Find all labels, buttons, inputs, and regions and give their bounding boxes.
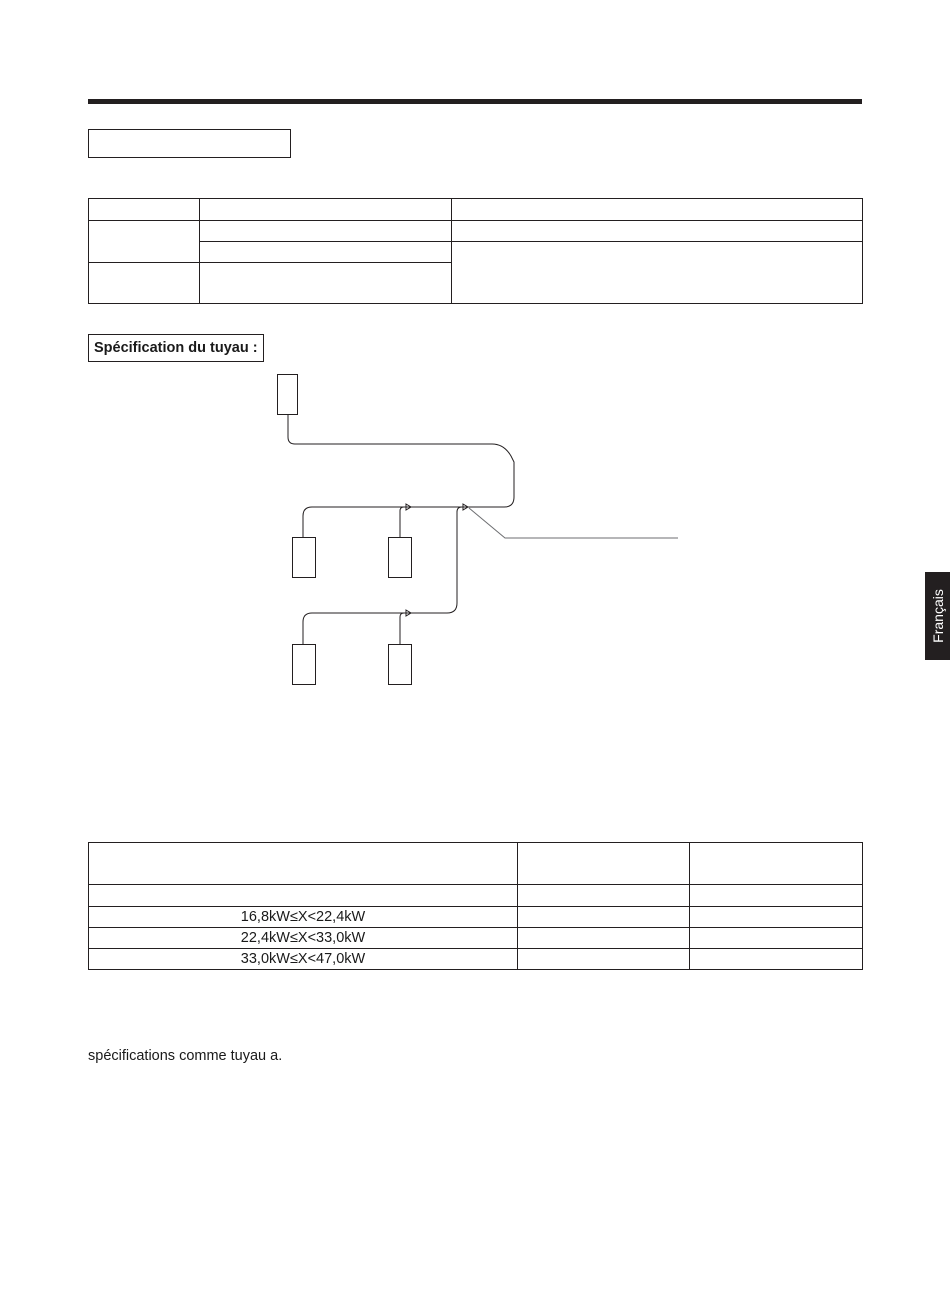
- table-row: [89, 928, 863, 949]
- capacity-range-cell: 33,0kW≤X<47,0kW: [89, 949, 518, 970]
- table-row: [89, 885, 863, 907]
- table-header-cell: [690, 843, 863, 885]
- leader-line: [469, 508, 678, 538]
- table-cell: [690, 885, 863, 907]
- capacity-range-cell: [89, 885, 518, 907]
- table-row: [89, 949, 863, 970]
- capacity-range-cell: 22,4kW≤X<33,0kW: [89, 928, 518, 949]
- table-cell: [690, 907, 863, 928]
- capacity-range-cell: 16,8kW≤X<22,4kW: [89, 907, 518, 928]
- branch-pipe-2: [303, 507, 465, 645]
- table-cell: [518, 928, 690, 949]
- capacity-table: [88, 842, 863, 970]
- outdoor-unit-box: [278, 375, 298, 415]
- indoor-unit-box: [389, 538, 412, 578]
- indoor-unit-box: [293, 538, 316, 578]
- indoor-unit-box: [293, 645, 316, 685]
- pipe-spec-label: Spécification du tuyau :: [88, 334, 264, 362]
- language-tab-label: Français: [929, 589, 946, 643]
- table-row: [89, 907, 863, 928]
- table-cell: [518, 907, 690, 928]
- table-row: [89, 843, 863, 885]
- table-cell: [690, 949, 863, 970]
- branch-pipe-1: [400, 507, 409, 538]
- table-header-cell: [89, 843, 518, 885]
- language-tab: [925, 572, 950, 660]
- table-cell: [518, 885, 690, 907]
- indoor-unit-box: [389, 645, 412, 685]
- footer-note: spécifications comme tuyau a.: [88, 1048, 283, 1064]
- table-cell: [518, 949, 690, 970]
- table-cell: [690, 928, 863, 949]
- table-header-cell: [518, 843, 690, 885]
- main-pipe: [288, 414, 514, 538]
- branch-pipe-3: [400, 613, 409, 645]
